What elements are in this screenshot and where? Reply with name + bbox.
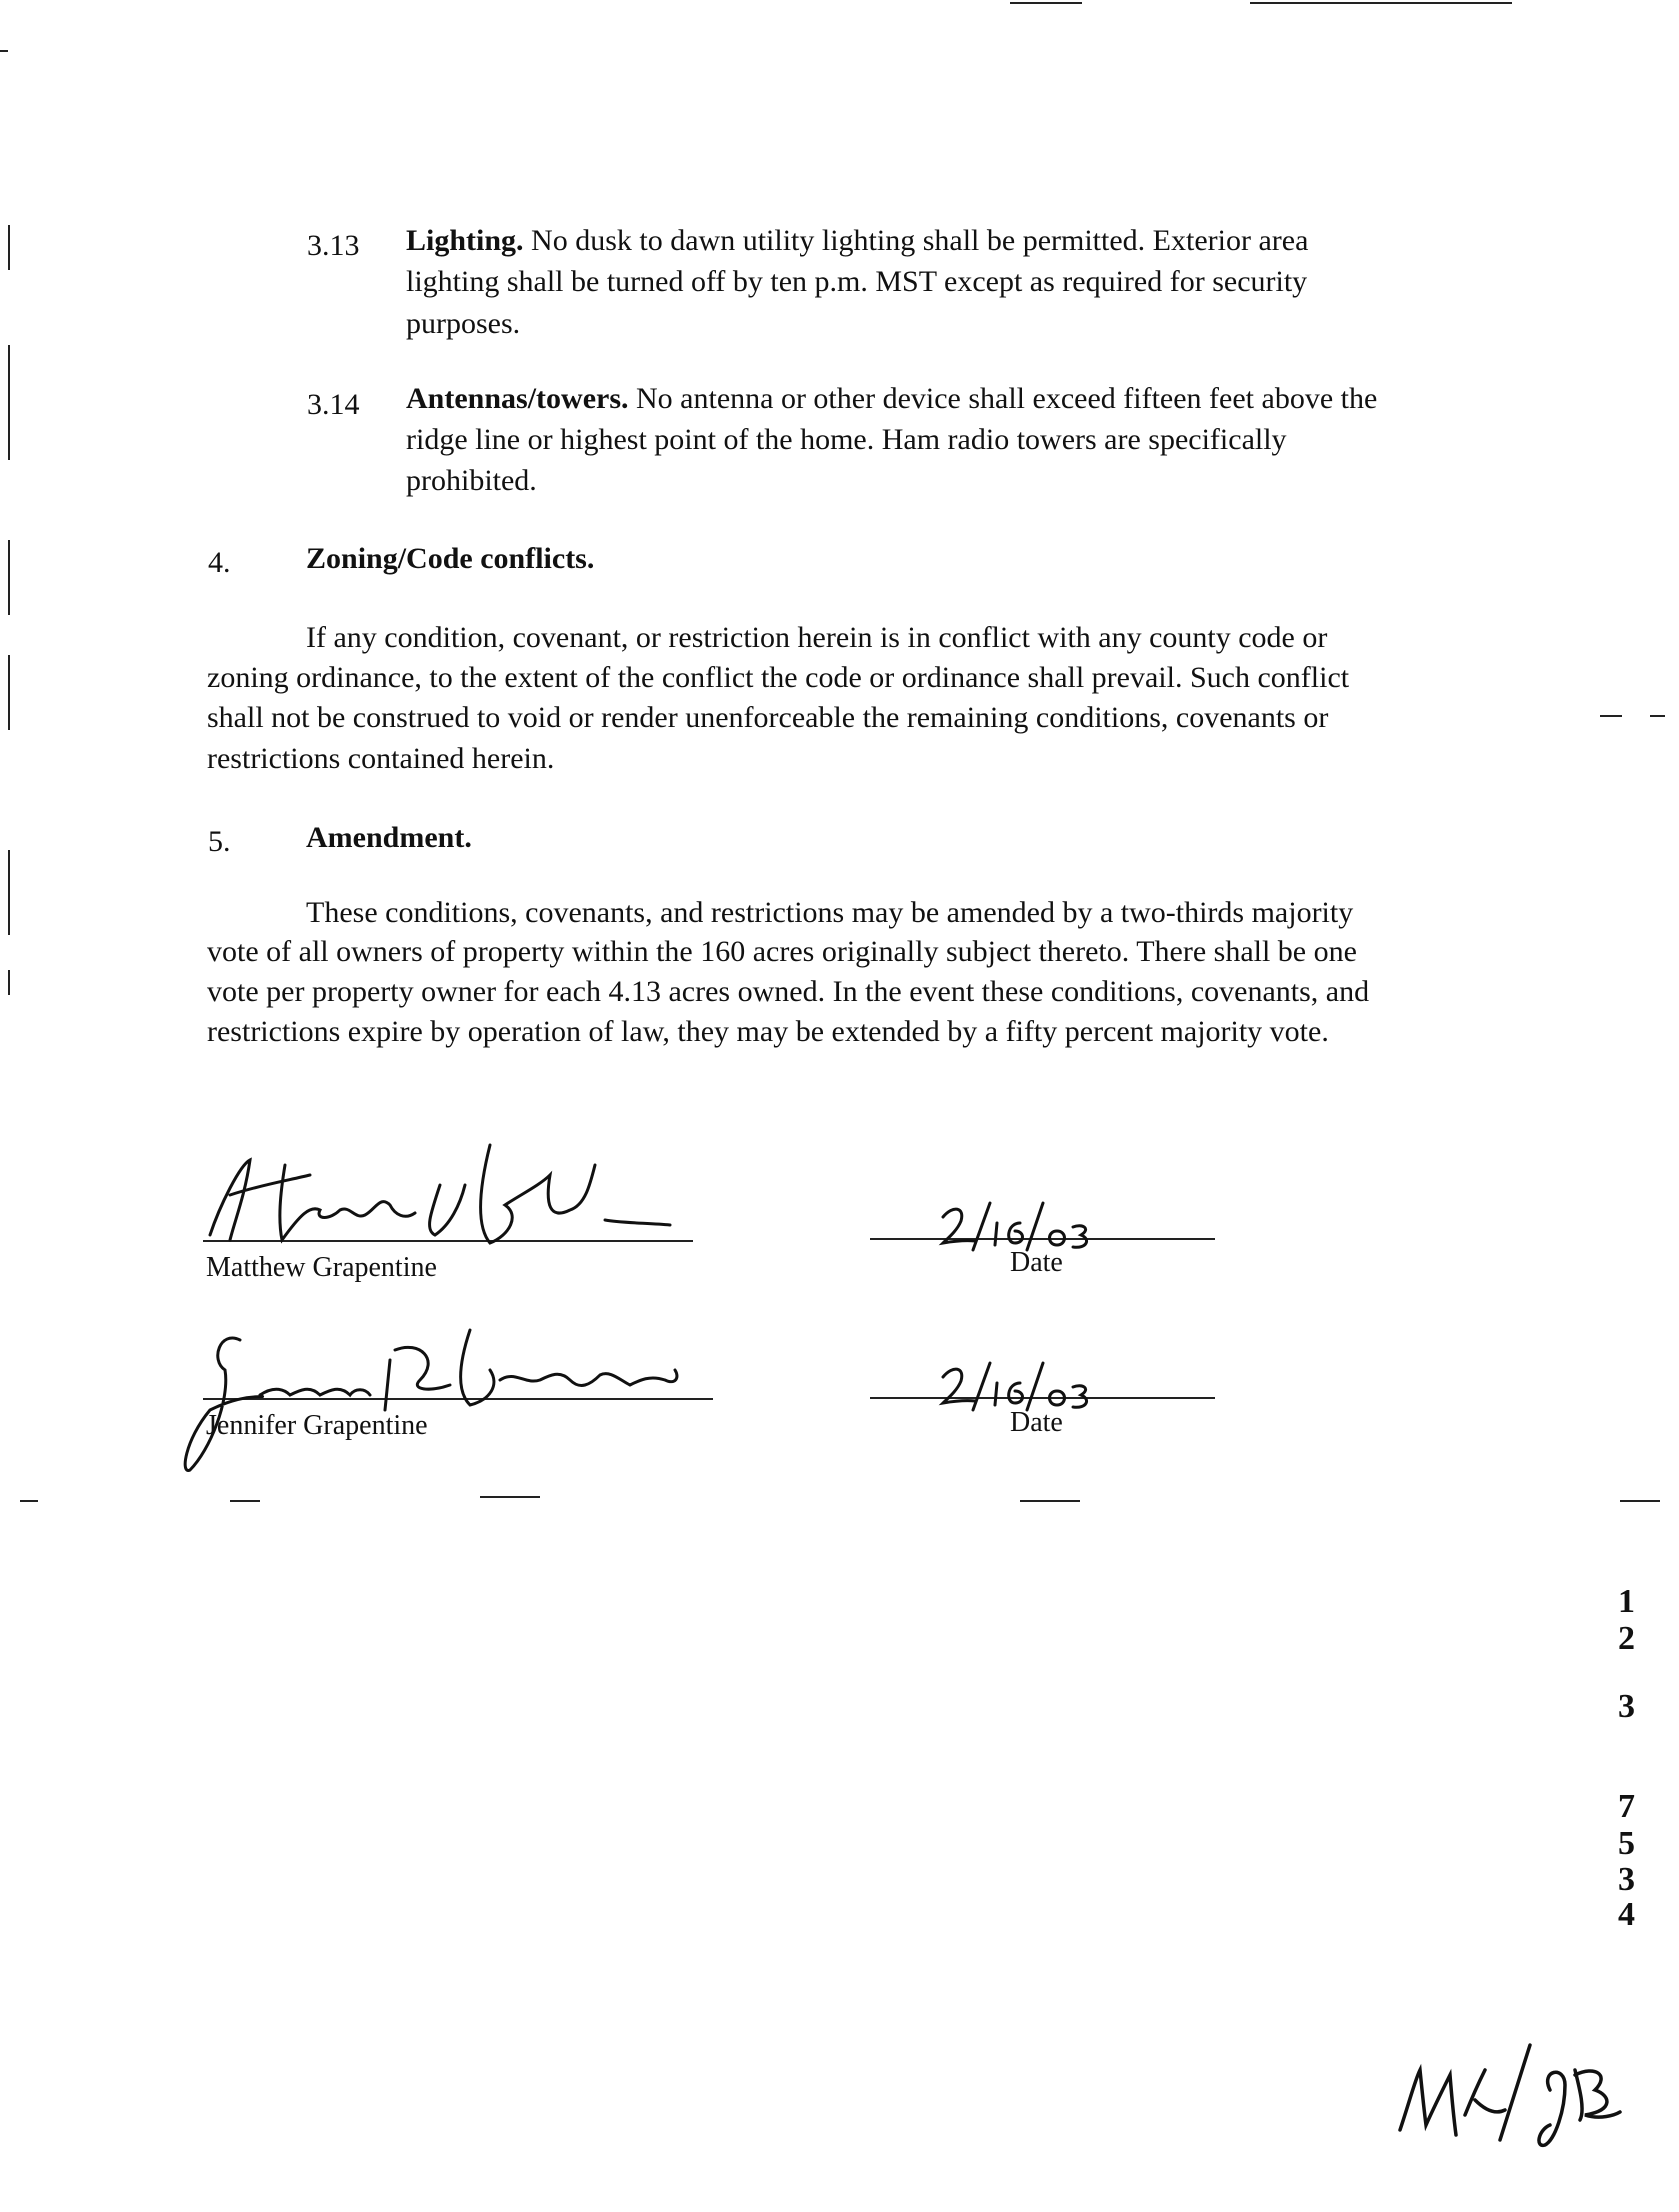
scan-dash-row-3	[480, 1496, 540, 1498]
scan-dash-row-4	[1020, 1500, 1080, 1502]
scan-dash-row-2	[230, 1500, 260, 1502]
scan-left-border-6	[8, 970, 10, 995]
section-3-14-line-3: prohibited.	[406, 464, 537, 497]
scan-dash-row-5	[1620, 1500, 1660, 1502]
signer-name-1: Matthew Grapentine	[206, 1252, 437, 1283]
section-4-number: 4.	[208, 546, 231, 579]
section-4-line-2: zoning ordinance, to the extent of the conflict the code or ordinance shall prevail. Such conflict	[207, 661, 1350, 694]
stamp-digit-4: 7	[1618, 1788, 1635, 1825]
section-5-line-3: vote per property owner for each 4.13 acres owned. In the event these conditions, covenants, and	[207, 975, 1370, 1008]
handwritten-initials	[1380, 2030, 1630, 2150]
stamp-digit-2: 2	[1618, 1620, 1635, 1657]
section-3-14-number: 3.14	[307, 388, 360, 421]
section-3-13-text: No dusk to dawn utility lighting shall be permitted. Exterior area	[531, 224, 1309, 257]
section-5-line-4: restrictions expire by operation of law, they may be extended by a fifty percent majority vote.	[207, 1015, 1329, 1048]
stamp-digit-3: 3	[1618, 1688, 1635, 1725]
scan-right-dashes	[1600, 715, 1622, 717]
scan-right-dashes-2	[1650, 715, 1665, 717]
scan-dash-row	[20, 1500, 38, 1502]
section-5-line-2: vote of all owners of property within the 160 acres originally subject thereto. There shall be one	[207, 935, 1357, 968]
date-label-1: Date	[1010, 1247, 1063, 1278]
section-3-13-line-2: lighting shall be turned off by ten p.m. MST except as required for security	[406, 265, 1308, 298]
date-label-2: Date	[1010, 1407, 1063, 1438]
date-handwritten-2	[935, 1355, 1095, 1415]
scan-left-border-4	[8, 655, 10, 730]
section-3-13-number: 3.13	[307, 229, 360, 262]
scan-left-border-1	[8, 225, 10, 270]
section-4-line-1: If any condition, covenant, or restriction herein is in conflict with any county code or	[306, 621, 1328, 654]
section-3-14-text: No antenna or other device shall exceed fifteen feet above the	[636, 382, 1378, 415]
signature-jennifer	[170, 1300, 730, 1480]
section-3-13-line-3: purposes.	[406, 307, 521, 340]
scan-top-rule-2	[1250, 2, 1512, 4]
signature-matthew	[190, 1125, 690, 1265]
stamp-digit-1: 1	[1618, 1583, 1635, 1620]
section-5-line-1: These conditions, covenants, and restrictions may be amended by a two-thirds majority	[306, 896, 1354, 929]
stamp-digit-5: 5	[1618, 1825, 1635, 1862]
scan-left-tick	[0, 50, 8, 52]
stamp-digit-7: 4	[1618, 1896, 1635, 1933]
scan-left-border-3	[8, 540, 10, 615]
date-handwritten-1	[935, 1195, 1095, 1255]
section-5-heading: Amendment.	[306, 821, 472, 854]
section-3-13-heading: Lighting.	[406, 224, 524, 257]
section-4-heading: Zoning/Code conflicts.	[306, 542, 595, 575]
scan-left-border-5	[8, 850, 10, 935]
scan-top-rule-1	[1010, 2, 1082, 4]
section-4-line-4: restrictions contained herein.	[207, 742, 555, 775]
stamp-digit-6: 3	[1618, 1861, 1635, 1898]
section-3-14-heading: Antennas/towers.	[406, 382, 629, 415]
section-5-number: 5.	[208, 825, 231, 858]
section-3-14-line-1	[406, 377, 1377, 420]
scan-left-border-2	[8, 345, 10, 460]
section-3-14-line-2: ridge line or highest point of the home. Ham radio towers are specifically	[406, 423, 1287, 456]
section-4-line-3: shall not be construed to void or render unenforceable the remaining conditions, covenants or	[207, 701, 1329, 734]
section-3-13-line-1	[406, 219, 1308, 262]
signer-name-2: Jennifer Grapentine	[206, 1410, 428, 1441]
